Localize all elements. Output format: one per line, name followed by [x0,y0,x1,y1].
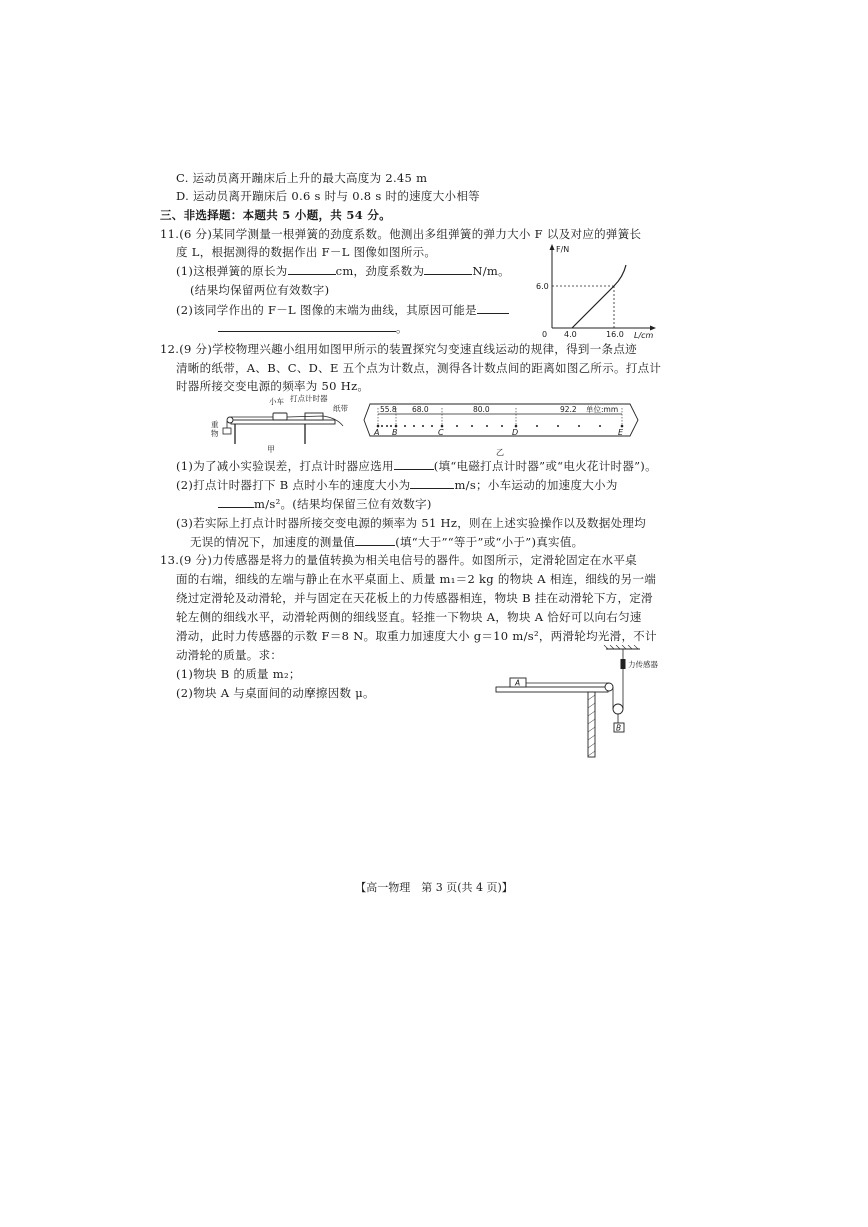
f-l-graph [530,240,660,340]
timer-label: 打点计时器 [290,394,328,403]
x-tick-label-1: 4.0 [564,330,577,339]
figure-caption-a: 甲 [267,445,275,454]
q12-stem-line1: 12.(9 分)学校物理兴趣小组用如图甲所示的装置探究匀变速直线运动的规律，得到一条点迹 [160,342,637,356]
distance-bc: 68.0 [412,405,429,414]
answer-blank[interactable] [288,263,336,275]
track [231,420,335,424]
block-a-label: A [515,678,521,688]
unit-label: 单位:mm [586,405,619,414]
q11-part1 [176,263,510,279]
y-tick-label: 6.0 [536,282,549,291]
q12-part1 [176,458,657,474]
q12-part2-text-a: (2)打点计时器打下 B 点时小车的速度大小为 [176,478,411,492]
block-b-label: B [616,723,622,733]
q13-stem-line4: 轮左侧的细线水平，动滑轮两侧的细线竖直。轻推一下物块 A，物块 A 恰好可以向右匀速 [176,610,642,624]
q11-stem-line2: 度 L，根据测得的数据作出 F－L 图像如图所示。 [176,245,437,259]
curved-end [614,265,626,286]
q11-part1-text-c: N/m。 [472,264,510,278]
q11-part2-cont [218,320,408,336]
fixed-pulley-icon [605,683,613,691]
q12-stem-line3: 时器所接交变电源的频率为 50 Hz。 [176,379,370,393]
y-axis-label: F/N [556,245,570,254]
q13-part2: (2)物块 A 与桌面间的动摩擦因数 μ。 [176,686,375,700]
q11-part2-text: (2)该同学作出的 F－L 图像的末端为曲线，其原因可能是 [176,303,477,317]
q12-stem-line2: 清晰的纸带，A、B、C、D、E 五个点为计数点，测得各计数点间的距离如图乙所示。打点计 [176,361,662,375]
answer-blank[interactable] [355,534,395,546]
q12-part2-text-c: m/s²。(结果均保留三位有效数字) [254,497,432,511]
pulley-icon [227,417,233,423]
figure-pulley-system [490,645,700,763]
weight-label-1: 重 [211,420,219,429]
q12-part2-text-b: m/s；小车运动的加速度大小为 [454,478,618,492]
figure-caption-b: 乙 [496,448,504,457]
distance-ab: 55.8 [380,405,397,414]
q11-part1-note: (结果均保留两位有效数字) [190,283,330,297]
answer-blank[interactable] [477,302,509,314]
tape-label: 纸带 [333,404,348,413]
point-c-label: C [438,428,444,437]
car-label: 小车 [269,397,284,406]
q12-part2 [176,477,618,493]
q11-part2 [176,302,509,318]
x-tick-label-2: 16.0 [606,330,624,339]
q12-part3-text-c: (填“大于”“等于”或“小于”)真实值。 [395,535,584,549]
force-sensor-icon [621,659,626,669]
q12-part1-text-b: (填“电磁打点计时器”或“电火花计时器”)。 [433,459,657,473]
hanging-weight [223,428,231,434]
car-icon [273,413,287,420]
q12-part2-cont [218,496,432,512]
q12-part3-line1: (3)若实际上打点计时器所接交变电源的频率为 51 Hz，则在上述实验操作以及数据处理均 [176,516,647,530]
answer-blank[interactable] [218,320,396,332]
ceiling-hatch [604,645,638,649]
q12-part1-text-a: (1)为了减小实验误差，打点计时器应选用 [176,459,394,473]
weight-label-2: 物 [211,429,219,438]
force-sensor-label: 力传感器 [628,660,658,669]
q12-part3-line2 [190,534,583,550]
movable-pulley-icon [613,704,623,714]
option-c: C. 运动员离开蹦床后上升的最大高度为 2.45 m [176,171,428,185]
linear-segment [572,286,614,328]
section-heading: 三、非选择题：本题共 5 小题，共 54 分。 [160,208,391,222]
option-d: D. 运动员离开蹦床后 0.6 s 时与 0.8 s 时的速度大小相等 [176,189,480,203]
q11-part2-end: 。 [396,321,408,335]
q11-part1-text-a: (1)这根弹簧的原长为 [176,264,288,278]
figure-tape [362,398,644,460]
y-axis-arrow [550,244,555,250]
x-axis-arrow [650,326,656,331]
answer-blank[interactable] [424,263,472,275]
distance-cd: 80.0 [473,405,490,414]
answer-blank[interactable] [410,477,454,489]
q13-stem-line3: 绕过定滑轮及动滑轮，并与固定在天花板上的力传感器相连，物块 B 挂在动滑轮下方，定滑 [176,591,653,605]
q13-part1: (1)物块 B 的质量 m₂； [176,667,301,681]
point-d-label: D [512,428,519,437]
q13-stem-line5: 滑动，此时力传感器的示数 F＝8 N。取重力加速度大小 g＝10 m/s²，两滑轮均光滑，不计 [176,629,657,643]
q12-part3-text-b: 无误的情况下，加速度的测量值 [190,535,356,549]
answer-blank[interactable] [218,496,254,508]
q13-stem-line1: 13.(9 分)力传感器是将力的量值转换为相关电信号的器件。如图所示，定滑轮固定在水平桌 [160,553,637,567]
x-axis-label: L/cm [634,331,654,340]
point-e-label: E [618,428,624,437]
answer-blank[interactable] [394,458,434,470]
page-footer: 【高一物理 第 3 页(共 4 页)】 [355,881,513,894]
q13-stem-line2: 面的右端，细线的左端与静止在水平桌面上、质量 m₁＝2 kg 的物块 A 相连，细线的另一端 [176,572,657,586]
distance-de: 92.2 [560,405,577,414]
table-top [496,687,608,692]
origin-label: 0 [542,330,548,339]
q11-stem-line1: 11.(6 分)某同学测量一根弹簧的劲度系数。他测出多组弹簧的弹力大小 F 以及对应的弹簧长 [160,227,642,241]
q11-part1-text-b: cm，劲度系数为 [335,264,425,278]
point-b-label: B [392,428,398,437]
q13-stem-line6: 动滑轮的质量。求： [176,648,283,662]
figure-apparatus [205,394,355,456]
point-a-label: A [374,428,380,437]
